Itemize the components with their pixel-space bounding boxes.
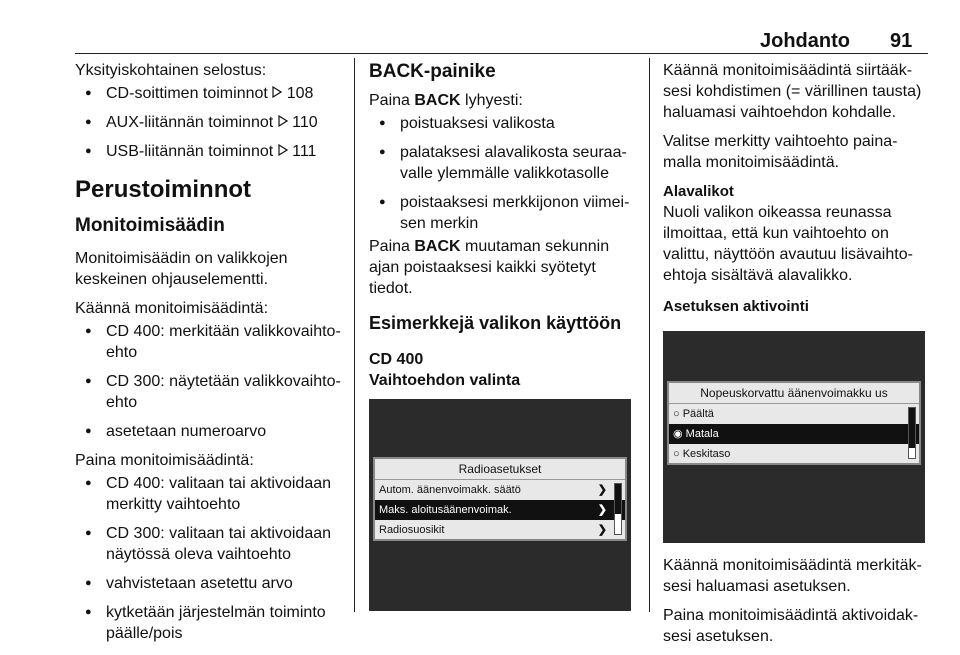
paragraph: Käännä monitoimisäädintä siirtääksesi kohdistimen (= värillinen tausta) haluamasi vaihtoehdon kohdalle. [663,62,922,121]
page-reference[interactable]: 111 [292,143,317,160]
column-divider-2 [649,58,650,612]
turn-list [75,321,343,442]
section-title: Perustoiminnot [75,176,252,203]
scrollbar-thumb [615,484,621,514]
list-item: ● CD 400: valitaan tai aktivoidaan merkitty vaihtoehto [75,473,343,515]
reference-list [75,83,343,162]
paragraph: Paina monitoimisäädintä: [75,452,254,469]
list-item: ● poistuaksesi valikosta [369,113,637,134]
display-panel [373,457,627,541]
column-divider-1 [354,58,355,612]
examples-title: Esimerkkejä valikon käyttöön [369,313,622,333]
header-rule [75,53,928,54]
radio-filled-icon: ◉ [673,428,683,440]
back-list [369,113,637,234]
paragraph: Monitoimisäädin on valikkojen keskeinen ohjauselementti. [75,250,288,288]
page-reference[interactable]: 108 [286,85,314,102]
running-header-title: Johdanto [760,30,850,52]
page-ref-icon [278,115,288,127]
page-reference[interactable]: 110 [292,114,318,131]
menu-item: Autom. äänenvoimakk. säätö ❯ [375,480,625,500]
display-panel [667,381,921,465]
column-3 [663,60,928,655]
scrollbar [908,407,916,459]
list-item: ● vahvistetaan asetettu arvo [75,573,343,594]
radio-option: ○ Keskitaso [673,448,731,460]
screen-title: Nopeuskorvattu äänenvoimakku us [669,383,919,404]
page-ref-icon [272,86,282,98]
intro-text: Yksityiskohtainen selostus: [75,62,267,79]
column-1 [75,60,343,652]
activation-title: Asetuksen aktivointi [663,298,809,315]
page-number: 91 [890,30,913,52]
paragraph: Nuoli valikon oikeassa reunassa ilmoittaa, että kun vaihtoehto on valittu, näyttöön avautuu lisävaihtoehtoja sisältävä alavalikko. [663,204,913,284]
list-item: ● AUX-liitännän toiminnot 110 [75,112,343,133]
chevron-right-icon: ❯ [597,484,607,496]
volume-setting-screen-image [663,331,925,543]
scrollbar [614,483,622,535]
list-item: ● CD 400: merkitään valikkovaihtoehto [75,321,343,363]
page-ref-icon [278,144,288,156]
option-select-label: Vaihtoehdon valinta [369,372,521,389]
screen-title: Radioasetukset [375,459,625,480]
scrollbar-thumb [909,408,915,448]
list-item: ● asetetaan numeroarvo [75,421,343,442]
list-item: ● CD 300: näytetään valikkovaihtoehto [75,371,343,413]
list-item: ● USB-liitännän toiminnot 111 [75,141,343,162]
paragraph: Valitse merkitty vaihtoehto painamalla monitoimisäädintä. [663,133,898,171]
back-button-title: BACK-painike [369,61,496,82]
radio-option-selected: ◉ Matala [669,424,919,444]
chevron-right-icon: ❯ [597,524,607,536]
paragraph: Paina BACK muutaman sekunnin ajan poistaaksesi kaikki syötetyt tiedot. [369,238,610,297]
radio-empty-icon: ○ [673,448,680,460]
paragraph: Paina monitoimisäädintä aktivoidaksesi asetuksen. [663,607,919,645]
radio-option: ○ Päältä [673,408,714,420]
menu-item-selected: Maks. aloitusäänenvoimak. ❯ [375,500,625,520]
radio-settings-screen-image [369,399,631,611]
press-list [75,473,343,644]
list-item: ● palataksesi alavalikosta seuraavalle ylemmälle valikkotasolle [369,142,637,184]
paragraph: Paina BACK lyhyesti: [369,92,523,109]
cd400-label: CD 400 [369,351,424,368]
column-2 [369,60,637,623]
subsection-title: Monitoimisäädin [75,215,225,236]
submenus-title: Alavalikot [663,183,734,200]
menu-item: Radiosuosikit ❯ [375,520,625,540]
chevron-right-icon: ❯ [597,504,607,516]
list-item: ● CD 300: valitaan tai aktivoidaan näytössä oleva vaihtoehto [75,523,343,565]
list-item: ● poistaaksesi merkkijonon viimeisen merkin [369,192,637,234]
list-item: ● kytketään järjestelmän toiminto päälle/pois [75,602,343,644]
list-item: ● CD-soittimen toiminnot 108 [75,83,343,104]
radio-empty-icon: ○ [673,408,680,420]
paragraph: Käännä monitoimisäädintä: [75,300,269,317]
paragraph: Käännä monitoimisäädintä merkitäksesi haluamasi asetuksen. [663,557,922,595]
